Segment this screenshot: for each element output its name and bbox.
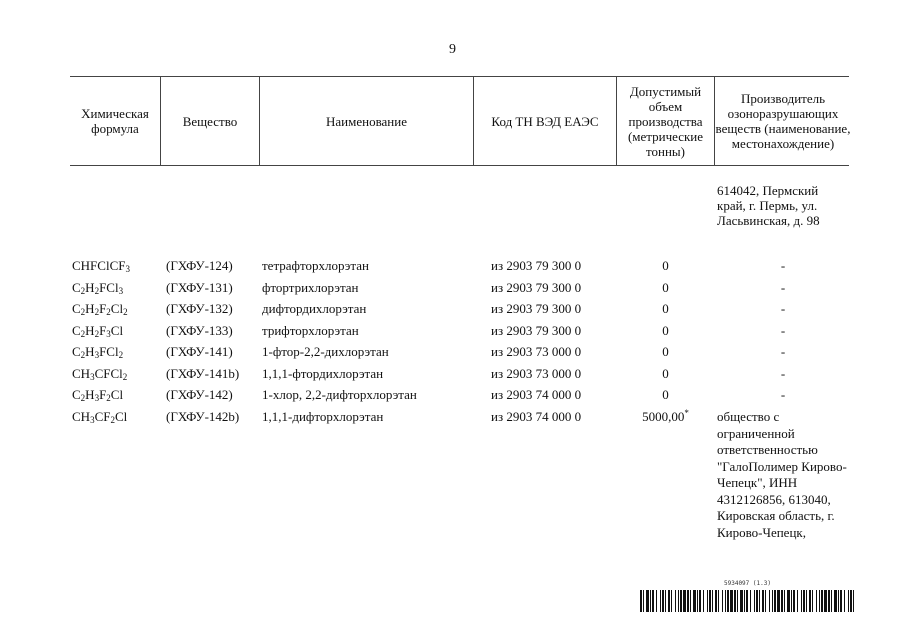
barcode-bar [821,590,823,612]
row-substance: (ГХФУ-132) [166,301,233,316]
barcode-bar [777,590,780,612]
barcode-bar [774,590,776,612]
row-volume-value: 0 [662,344,669,359]
barcode-bar [831,590,832,612]
row-volume [617,301,714,316]
row-producer: общество с ограниченной ответственностью "ГалоПолимер Кирово-Чепецк", ИНН 4312126856, 613040, Кировская область, г. Кирово-Чепецк, [717,409,847,540]
barcode-bar [718,590,719,612]
header-volume-text: Допустимый объем производства (метрические тонны) [627,83,704,159]
barcode-bar [824,590,827,612]
row-volume [617,387,714,402]
row-producer: - [780,301,786,316]
row-code: из 2903 79 300 0 [491,280,582,295]
barcode-bar [806,590,807,612]
row-substance: (ГХФУ-142b) [166,409,240,424]
barcode-bar [715,590,717,612]
barcode-bar [838,590,839,612]
continued-producer-address: 614042, Пермский край, г. Пермь, ул. Ласьвинская, д. 98 [717,183,820,228]
barcode-bar [746,590,748,612]
barcode-bar [850,590,852,612]
barcode-bar [680,590,682,612]
barcode-bar [819,590,820,612]
row-formula: $CH_3CF_2Cl$ [72,409,128,425]
row-volume [617,280,714,295]
row-volume-value: 0 [662,258,669,273]
row-formula: $C_2H_2FCl_3$ [72,280,124,296]
row-producer: - [780,258,786,273]
barcode-bar [662,590,664,612]
barcode-bar [690,590,691,612]
barcode-bar [646,590,649,612]
row-volume [617,366,714,381]
barcode-bar [769,590,770,612]
row-code: из 2903 79 300 0 [491,323,582,338]
barcode-bar [784,590,785,612]
column-divider [473,76,474,165]
barcode-bar [652,590,654,612]
barcode-bar [687,590,689,612]
barcode-bar [683,590,686,612]
barcode-bar [848,590,849,612]
row-name: фтортрихлорэтан [262,280,359,295]
barcode-bar [844,590,845,612]
row-name: тетрафторхлорэтан [262,258,369,273]
row-producer: - [780,387,786,402]
row-name: дифтордихлорэтан [262,301,367,316]
header-substance [161,77,259,165]
table-header-bottom-rule [70,165,849,166]
barcode-bar [707,590,708,612]
barcode-bar [834,590,837,612]
row-volume [617,258,714,273]
row-code: из 2903 79 300 0 [491,301,582,316]
row-formula: CHFClCF$_3$ [72,258,130,274]
barcode-bar [671,590,672,612]
barcode-bar [725,590,726,612]
barcode-bar [709,590,711,612]
barcode-bar [801,590,802,612]
row-code: из 2903 79 300 0 [491,258,582,273]
barcode-bar [803,590,805,612]
row-volume [617,409,714,424]
footnote-mark: * [684,408,689,418]
row-formula: $C_2H_2F_2Cl_2$ [72,301,128,317]
barcode-bar [660,590,661,612]
row-substance: (ГХФУ-141) [166,344,233,359]
row-name: трифторхлорэтан [262,323,359,338]
header-producer-text: Производитель озоноразрушающих веществ (наименование, местонахождение) [715,91,851,151]
barcode-bar [668,590,670,612]
barcode-bar [665,590,666,612]
barcode-bar [781,590,783,612]
row-volume [617,344,714,359]
header-name [260,77,473,165]
row-code: из 2903 73 000 0 [491,344,582,359]
barcode-bar [640,590,642,612]
row-name: 1,1,1-фтордихлорэтан [262,366,384,381]
barcode-bar [730,590,733,612]
header-code [490,77,600,165]
barcode-bar [765,590,766,612]
barcode-bar [693,590,696,612]
row-formula: $C_2H_3F_2Cl$ [72,387,124,403]
barcode-bar [699,590,701,612]
barcode-bar [744,590,745,612]
barcode-bar [650,590,651,612]
row-substance: (ГХФУ-141b) [166,366,240,381]
barcode-bar [853,590,854,612]
barcode-bar [697,590,698,612]
barcode-bar [812,590,813,612]
barcode-bar [678,590,679,612]
row-volume-value: 0 [662,301,669,316]
barcode-bar [816,590,817,612]
barcode-bar [756,590,758,612]
barcode-bar [643,590,644,612]
row-producer: - [780,323,786,338]
row-name: 1-фтор-2,2-дихлорэтан [262,344,389,359]
page-number: 9 [449,42,456,57]
barcode-bar [772,590,773,612]
barcode-number: 5934097 (1.3) [724,580,771,587]
barcode-bar [754,590,755,612]
row-formula: $C_2H_2F_3Cl$ [72,323,124,339]
barcode-bar [727,590,729,612]
header-name-text: Наименование [326,113,407,129]
barcode-bar [712,590,713,612]
barcode-bar [656,590,657,612]
row-substance: (ГХФУ-133) [166,323,233,338]
row-volume-value: 5000,00 [642,409,685,424]
barcode-bar [762,590,764,612]
row-substance: (ГХФУ-124) [166,258,233,273]
barcode-bar [809,590,811,612]
barcode-bar [791,590,792,612]
barcode-bar [793,590,795,612]
row-name: 1-хлор, 2,2-дифторхлорэтан [262,387,417,402]
row-producer: - [780,280,786,295]
row-substance: (ГХФУ-131) [166,280,233,295]
row-formula: $C_2H_3FCl_2$ [72,344,124,360]
header-volume [617,77,714,165]
row-volume-value: 0 [662,366,669,381]
row-code: из 2903 74 000 0 [491,409,582,424]
barcode-bar [737,590,738,612]
barcode-bar [759,590,760,612]
barcode-bar [703,590,704,612]
barcode-bar [840,590,842,612]
row-substance: (ГХФУ-142) [166,387,233,402]
row-code: из 2903 73 000 0 [491,366,582,381]
row-code: из 2903 74 000 0 [491,387,582,402]
row-formula: $CH_3CFCl_2$ [72,366,128,382]
header-formula [70,77,160,165]
barcode-bar [722,590,723,612]
header-formula-text: Химическая формула [81,106,149,136]
barcode-image [640,590,854,612]
barcode-bar [740,590,743,612]
row-volume-value: 0 [662,280,669,295]
barcode-bar [750,590,751,612]
header-substance-text: Вещество [182,113,238,129]
barcode-bar [675,590,676,612]
barcode-bar [787,590,790,612]
barcode-bar [734,590,736,612]
row-name: 1,1,1-дифторхлорэтан [262,409,384,424]
row-volume [617,323,714,338]
row-volume-value: 0 [662,323,669,338]
row-producer: - [780,344,786,359]
header-producer [715,77,851,165]
barcode-bar [797,590,798,612]
barcode-bar [828,590,830,612]
header-code-text: Код ТН ВЭД ЕАЭС [491,113,599,129]
row-producer: - [780,366,786,381]
row-volume-value: 0 [662,387,669,402]
